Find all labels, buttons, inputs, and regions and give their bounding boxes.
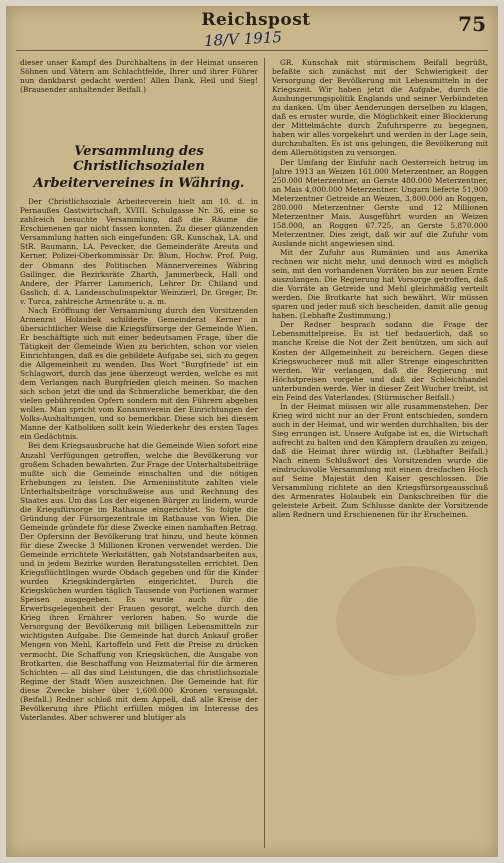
left-column [20, 58, 258, 848]
page-number: 75 [458, 12, 486, 36]
article-subheadline: Arbeitervereines in Währing. [33, 176, 245, 192]
article-paragraph: Der Redner besprach sodann die Frage der Lebensmittelpreise. Es ist tief bedauerlich, daß so manche Kreise die Not der Zeit benützen, um sich auf Kosten der Allgemeinheit zu bereichern. Gegen diese Kriegswucherer muß mit aller Strenge eingeschritten werden. Wir verlangen, daß die Regierung mit Höchstpreisen vorgehe und daß der Schleichhandel unterbunden werde. Wer in dieser Zeit Wucher treibt, ist ein Feind des Vaterlandes. (Stürmischer Beifall.) [272, 320, 488, 402]
article-intro: dieser unser Kampf des Durchhaltens in der Heimat unseren Söhnen und Vätern am Schlachtfelde, Ihrer und ihrer Führer nun dankbarst gedacht werden! Allen Dank, Heil und Sieg! (Brausender anhaltender Beifall.) [20, 58, 258, 95]
newspaper-clipping [6, 6, 498, 857]
article-paragraph: Der Christlichsoziale Arbeiterverein hielt am 10. d. in Pernaußes Gastwirtschaft, XVIII. Schulgasse Nr. 36, eine so zahlreich besuchte Versammlung, daß die Räume die Erschienenen gar nicht fassen konnten. Zu dieser glänzenden Versammlung hatten sich eingefunden: GR. Kunschak, LA. und StR. Baumann, LA. Pevecker, die Gemeinderäte Areuta und Kerner, Polizei-Oberkommissär Dr. Blum, Hochw. Prof. Poig, der Obmann des Politischen Männervereines Währing Gailinger, die Bezirksräte Zharth, Jammerbeck, Hall und Andere, der Pfarrer Lammerich, Lehrer Dr. Chiland und Gaslich, d. A. Landesschulinspektor Weinzierl, Dr. Greger, Dr. v. Turca, zahlreiche Armenräte u. a. m. [20, 197, 258, 306]
article-paragraph: Bei dem Kriegsausbruche hat die Gemeinde Wien sofort eine Anzahl Verfügungen getroffen, welche die Bevölkerung vor großem Schaden bewahrten. Zur Frage der Unterhaltsbeiträge mußte sich die Gemeinde einschalten und die nötigen Erhebungen zu leisten. Die Armeninstitute zahlten viele Unterhaltsbeiträge vorschußweise aus und Rechnung des Staates aus. Um das Los der eigenen Bürger zu lindern, wurde die Kriegsfürsorge im Rathause eingerichtet. So folgte die Gründung der Fürsorgezentrale im Rathause von Wien. Die Gemeinde gründete für diese Zwecke einen namhaften Betrag. Der Opfersinn der Bevölkerung trat hinzu, und heute können für diese Zwecke 3 Millionen Kronen verwendet werden. Die Gemeinde errichtete Werkstätten, gab Notstandsarbeiten aus, und in jedem Bezirke wurden Beratungsstellen errichtet. Den Kriegsflüchtlingen wurde Obdach gegeben und für die Kinder wurden Kriegskindergärten eingerichtet. Durch die Kriegsküchen wurden täglich Tausende von Portionen warmer Speisen ausgegeben. Es wurde auch für die Erwerbsgelegenheit der Frauen gesorgt, welche durch den Krieg ihren Ernährer verloren haben. So wurde die Versorgung der Bevölkerung mit billigen Lebensmitteln zur wichtigsten Aufgabe. Die Gemeinde hat durch Ankauf großer Mengen von Mehl, Kartoffeln und Fett die Preise zu drücken vermocht. Die Schaffung von Kriegsküchen, die Ausgabe von Brotkarten, die Beschaffung von Heizmaterial für die ärmeren Schichten — all das sind Leistungen, die das christlichsoziale Regime der Stadt Wien auszeichnen. Die Gemeinde hat für diese Zwecke bisher über 1,600.000 Kronen verausgabt. (Beifall.) Redner schloß mit dem Appell, daß alle Kreise der Bevölkerung ihre Pflicht erfüllen mögen im Interesse des Vaterlandes. Aber schwerer und blutiger als [20, 441, 258, 722]
article-paragraph: Der Umfang der Einfuhr nach Oesterreich betrug im Jahre 1913 an Weizen 161.000 Meterzentner, an Roggen 250.000 Meterzentner, an Gerste 480.000 Meterzentner, an Mais 4,000.000 Meterzentner. Ungarn lieferte 51,900 Meterzentner Getreide an Weizen, 3,800.000 an Roggen, 280.000 Meterzentner Gerste und 12 Millionen Meterzentner Mais. Ausgeführt wurden an Weizen 158.000, an Roggen 67.725, an Gerste 5,870.000 Meterzentner. Dies zeigt, daß wir auf die Zufuhr vom Auslande nicht angewiesen sind. [272, 157, 488, 248]
article-headline: Versammlung des Christlichsozialen [73, 144, 205, 175]
top-rule [16, 50, 488, 51]
article-paragraph: In der Heimat müssen wir alle zusammenstehen. Der Krieg wird nicht nur an der Front entschieden, sondern auch in der Heimat, und wir werden durchhalten, bis der Sieg errungen ist. Unsere Aufgabe ist es, die Wirtschaft aufrecht zu halten und den Kämpfern draußen zu zeigen, daß die Heimat ihrer würdig ist. (Lebhafter Beifall.) Nach einem Schlußwort des Vorsitzenden wurde die eindrucksvolle Versammlung mit einem dreifachen Hoch auf Seine Majestät den Kaiser geschlossen. Die Versammlung richtete an den Kriegsfürsorgeausschuß des Armenrates Holaubek ein Dankschreiben für die geleistete Arbeit. Zum Schlusse dankte der Vorsitzende allen Rednern und Erschienenen für ihr Erscheinen. [272, 401, 488, 520]
article-paragraph: Mit der Zufuhr aus Rumänien und aus Amerika rechnen wir nicht mehr, und dennoch wird es möglich sein, mit den vorhandenen Vorräten bis zur neuen Ernte auszulangen. Die Regierung hat Vorsorge getroffen, daß die Vorräte an Getreide und Mehl gleichmäßig verteilt werden. Die Brotkarte hat sich bewährt. Wir müssen sparen und jeder muß sich bescheiden, damit alle genug haben. (Lebhafte Zustimmung.) [272, 247, 488, 321]
handwritten-date: 18/V 1915 [203, 27, 283, 51]
column-divider [264, 58, 265, 848]
masthead: Reichspost [201, 10, 311, 30]
right-column [272, 58, 488, 848]
article-paragraph: Nach Eröffnung der Versammlung durch den Vorsitzenden Armenrat Holaubek schilderte Gemeinderat Kerner in übersichtlicher Weise die Kriegsfürsorge der Gemeinde Wien. Er beschäftigte sich mit einer bedeutsamen Frage, über die Tätigkeit der Gemeinde Wien zu berichten, schon vor vielen Einrichtungen, daß es die gebildete Aufgabe sei, sich zu gegen die Allgemeinheit zu wenden. Das Wort "Burgfriede" ist ein Schlagwort, durch das jene überzeugt werden, welche es mit dem Verlangen nach Burgfrieden gleich meinen. So machen sich schon jetzt die und da Schmerzliche bemerkbar, die den vielen gebührenden Opfern sondern mit den Führern abgehen wollen. Man spricht vom Konsumverein der Einrichtungen der Volks-Aushaltungen, und so bemerkbar. Diese sich bei diesem Manne der Katholiken sollt kein Wiederkehr des ersten Tages ein Gedächtnis. [20, 305, 258, 442]
article-paragraph: GR. Kunschak mit stürmischem Beifall begrüßt, befaßte sich zunächst mit der Schwierigkeit der Versorgung der Bevölkerung mit Lebensmitteln in der Kriegszeit. Wir haben jetzt die Aufgabe, durch die Aushungerungspolitik Englands und seiner Verbündeten zu danken. Um über Aenderungen derselben zu klagen, daß es ernster wurde, die Möglichkeit einer Blockierung der Mittelmächte durch Zufuhrsperre zu begegnen, haben wir alles vorgekehrt und werden in der Lage sein, durchzuhalten. Es ist uns gelungen, die Bevölkerung mit dem Allernötigsten zu versorgen. [272, 58, 488, 158]
